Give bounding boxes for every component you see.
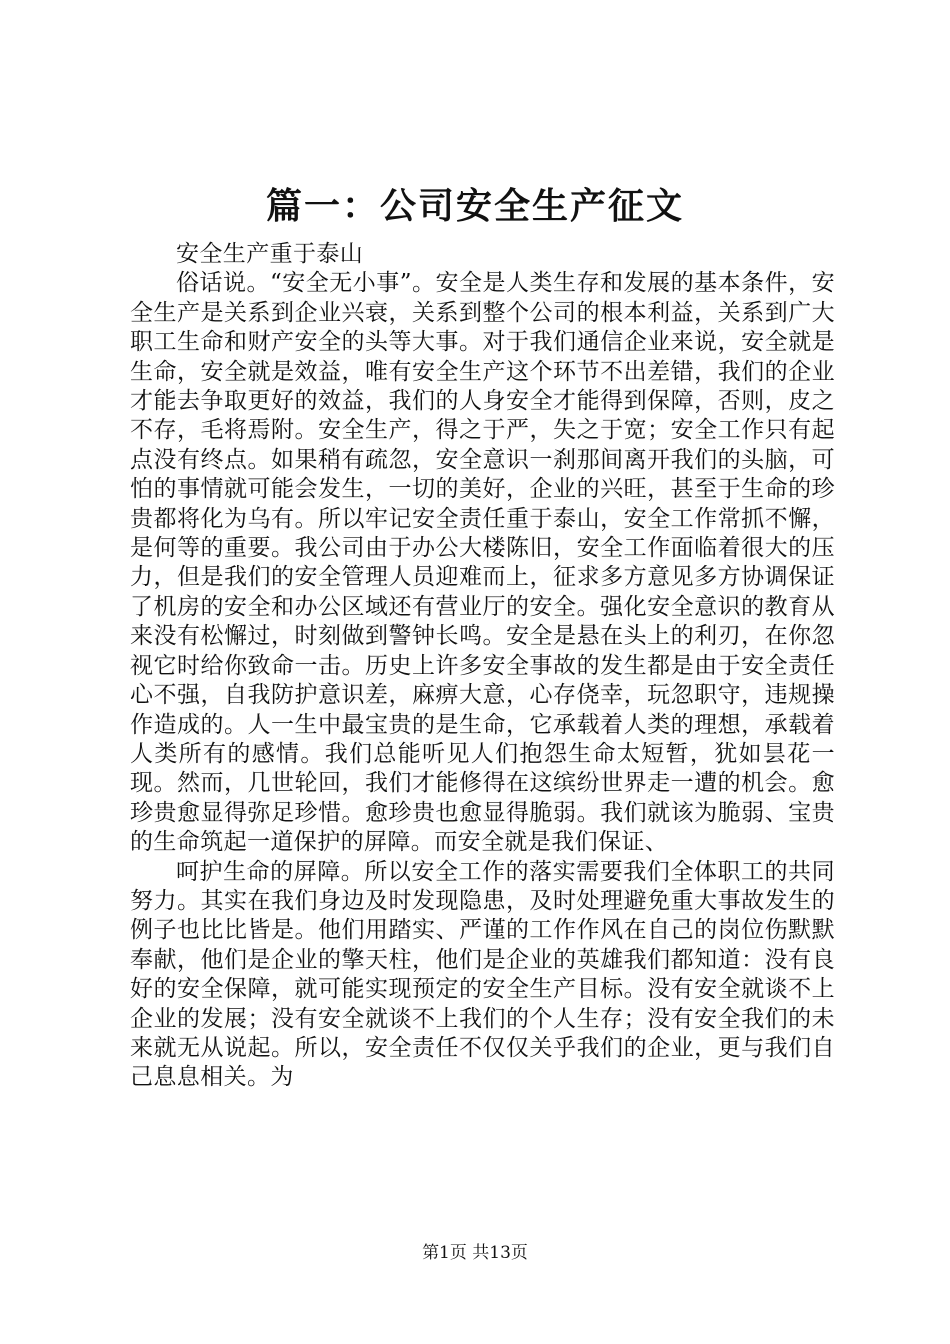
body-paragraph: 呵护生命的屏障。所以安全工作的落实需要我们全体职工的共同努力。其实在我们身边及时发现隐患，及时处理避免重大事故发生的例子也比比皆是。他们用踏实、严谨的工作作风在自己的岗位伤默默奉献，他们是企业的擎天柱，他们是企业的英雄我们都知道：没有良好的安全保障，就可能实现预定的安全生产目标。没有安全就谈不上企业的发展；没有安全就谈不上我们的个人生存；没有安全我们的未来就无从说起。所以，安全责任不仅仅关乎我们的企业，更与我们自己息息相关。为	[130, 858, 835, 1091]
page-number-footer: 第1页 共13页	[422, 1243, 528, 1263]
document-body	[130, 240, 835, 1093]
body-paragraph: 俗话说。“安全无小事”。安全是人类生存和发展的基本条件，安全生产是关系到企业兴衰，关系到整个公司的根本利益，关系到广大职工生命和财产安全的头等大事。对于我们通信企业来说，安全就是生命，安全就是效益，唯有安全生产这个环节不出差错，我们的企业才能去争取更好的效益，我们的人身安全才能得到保障，否则，皮之不存，毛将焉附。安全生产，得之于严，失之于宽；安全工作只有起点没有终点。如果稍有疏忽，安全意识一刹那间离开我们的头脑，可怕的事情就可能会发生，一切的美好，企业的兴旺，甚至于生命的珍贵都将化为乌有。所以牢记安全责任重于泰山，安全工作常抓不懈，是何等的重要。我公司由于办公大楼陈旧，安全工作面临着很大的压力，但是我们的安全管理人员迎难而上，征求多方意见多方协调保证了机房的安全和办公区域还有营业厅的安全。强化安全意识的教育从来没有松懈过，时刻做到警钟长鸣。安全是悬在头上的利刃，在你忽视它时给你致命一击。历史上许多安全事故的发生都是由于安全责任心不强，自我防护意识差，麻痹大意，心存侥幸，玩忽职守，违规操作造成的。人一生中最宝贵的是生命，它承载着人类的理想，承载着人类所有的感情。我们总能听见人们抱怨生命太短暂，犹如昙花一现。然而，几世轮回，我们才能修得在这缤纷世界走一遭的机会。愈珍贵愈显得弥足珍惜。愈珍贵也愈显得脆弱。我们就该为脆弱、宝贵的生命筑起一道保护的屏障。而安全就是我们保证、	[130, 270, 835, 856]
document-title: 篇一：公司安全生产征文	[265, 185, 684, 227]
document-subtitle: 安全生产重于泰山	[176, 241, 364, 267]
